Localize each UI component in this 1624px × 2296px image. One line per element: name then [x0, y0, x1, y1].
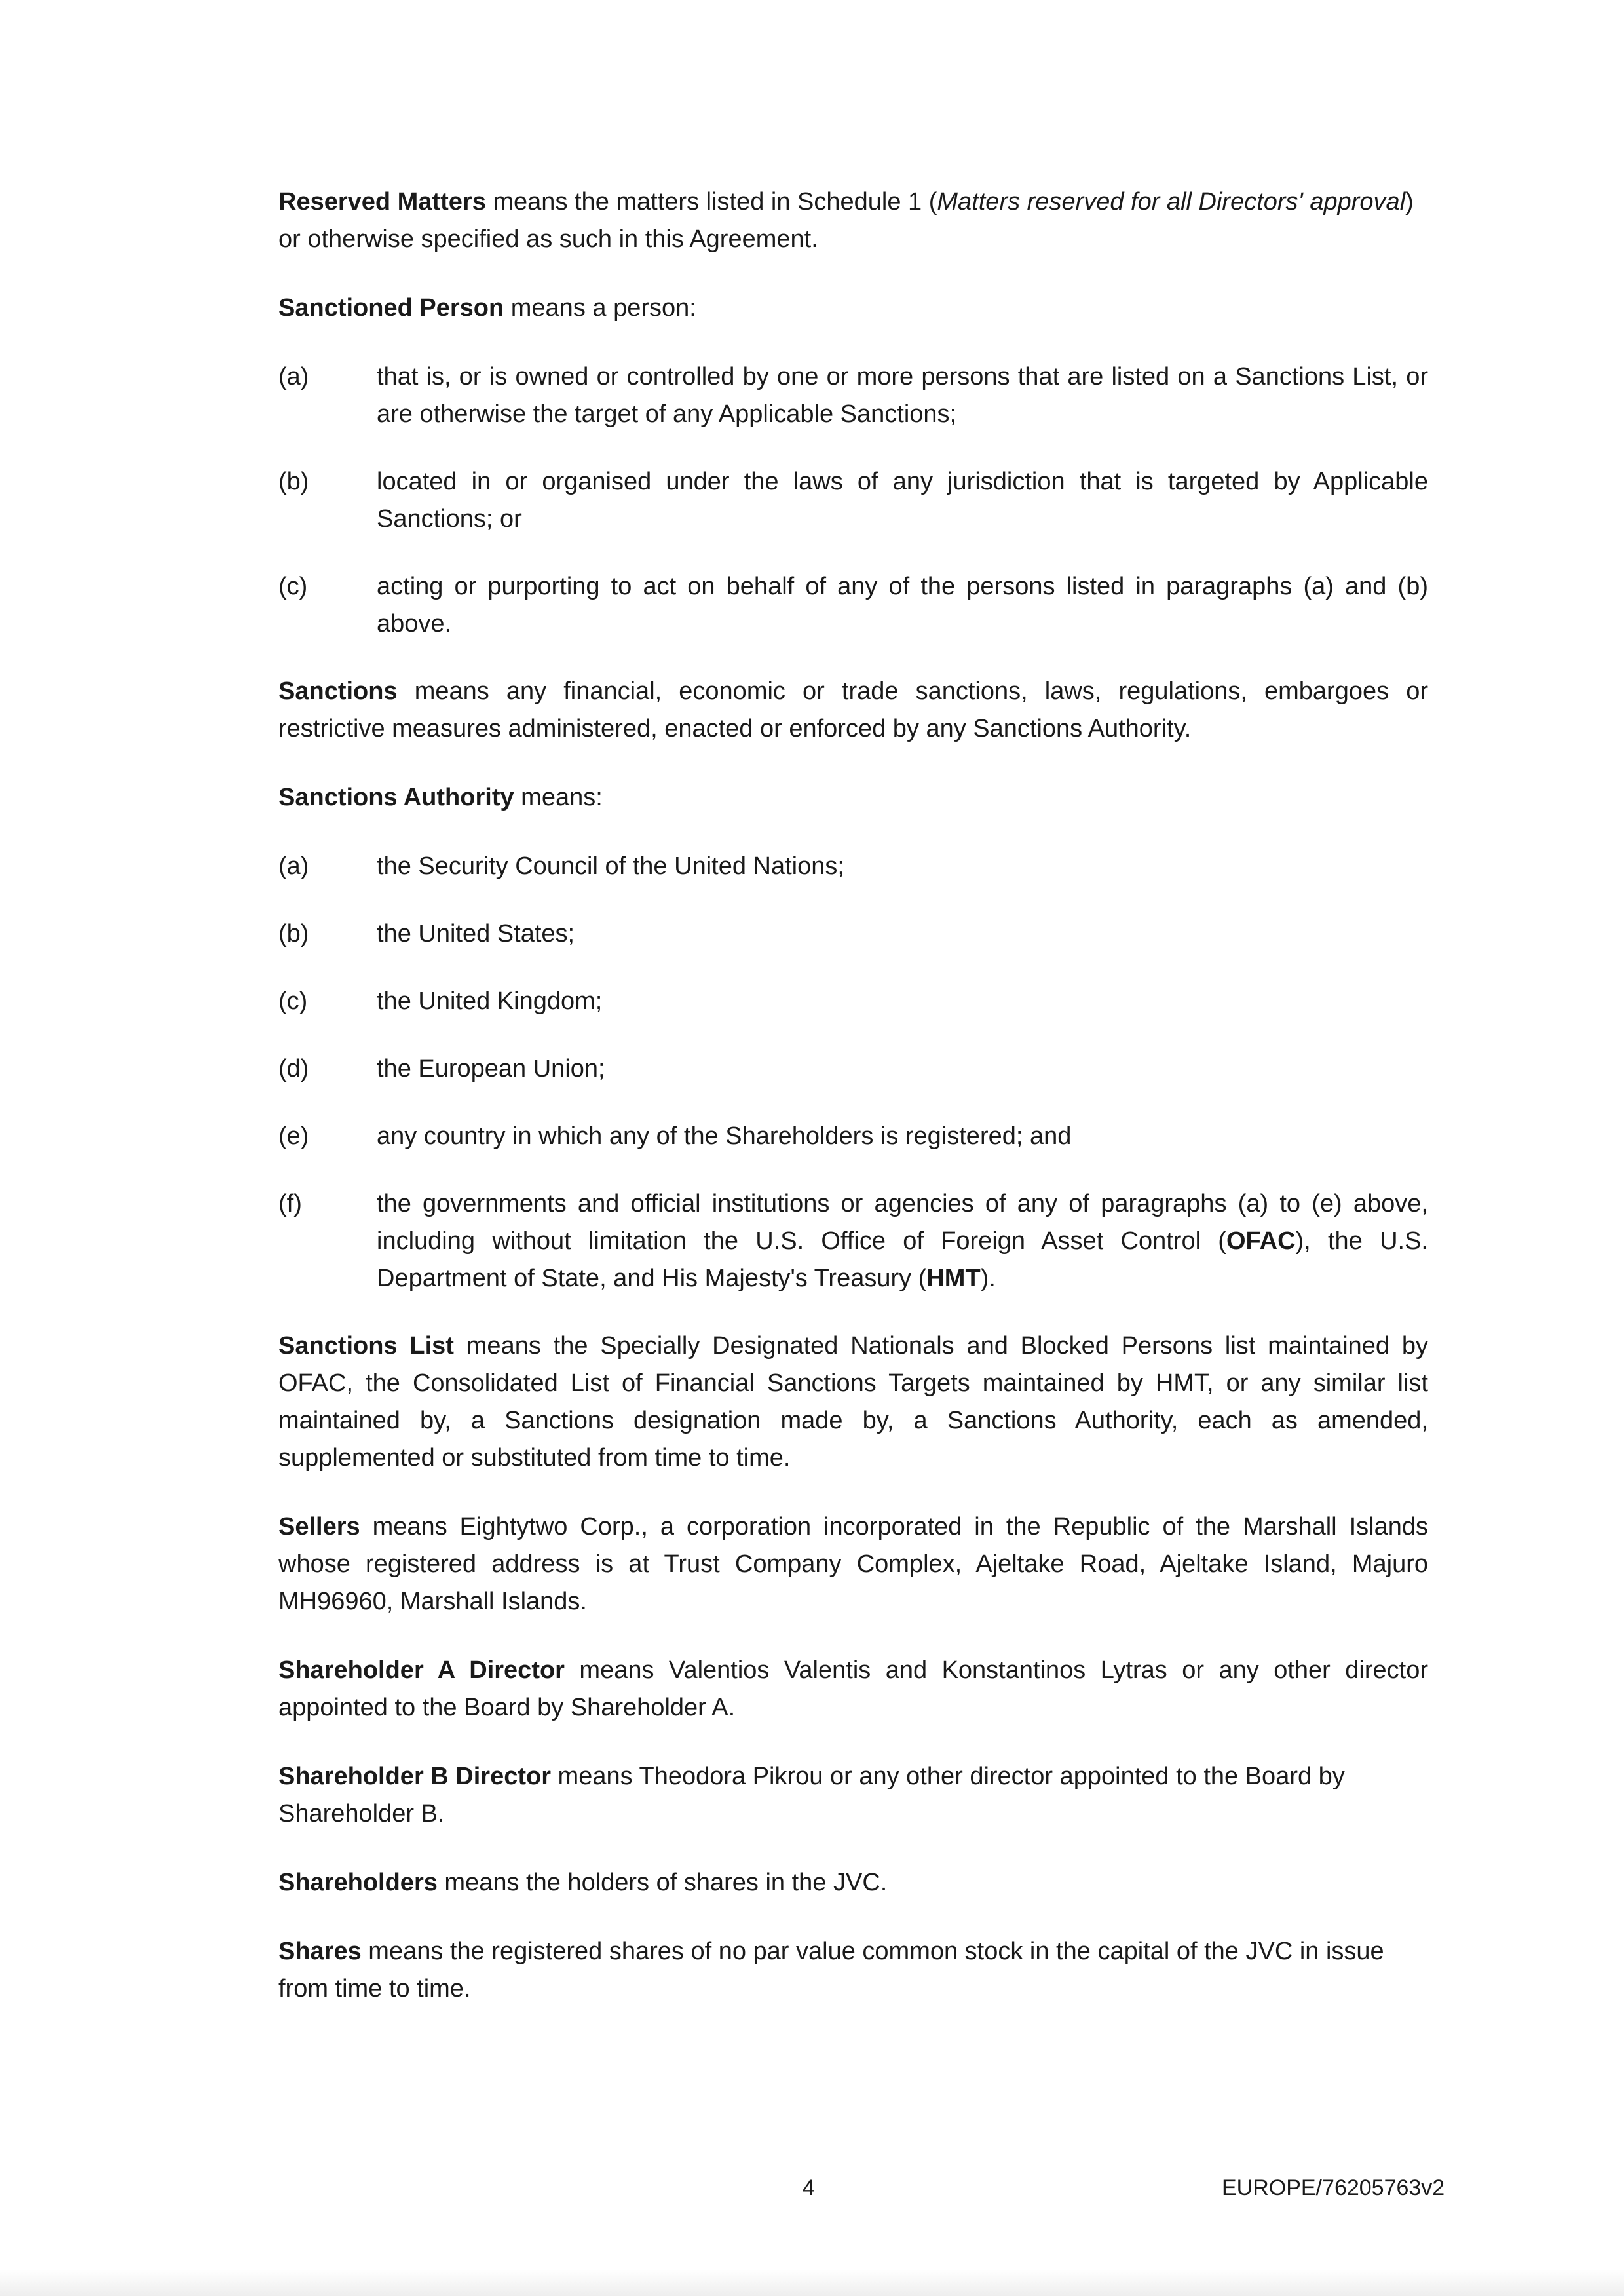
- item-text-part: ).: [980, 1265, 996, 1292]
- item-number: (b): [278, 468, 309, 495]
- list-item: [278, 358, 1428, 433]
- list-item: [278, 915, 1428, 953]
- definition-text: means Eightytwo Corp., a corporation incorporated in the Republic of the Marshall Islands whose registered address is at Trust Company Complex, Ajeltake Road, Ajeltake Island, Majuro MH96960, Marshall Islands.: [278, 1513, 1428, 1615]
- item-text: located in or organised under the laws of any jurisdiction that is targeted by Applicable Sanctions; or: [377, 468, 1428, 533]
- definition-shares: [278, 1933, 1428, 2008]
- item-text: any country in which any of the Shareholders is registered; and: [377, 1122, 1072, 1150]
- definition-text: means the registered shares of no par value common stock in the capital of the JVC in issue from time to time.: [278, 1938, 1384, 2002]
- item-text: acting or purporting to act on behalf of any of the persons listed in paragraphs (a) and (b) above.: [377, 573, 1428, 638]
- term: Sanctioned Person: [278, 294, 504, 322]
- definition-sellers: [278, 1508, 1428, 1620]
- definition-text: means the holders of shares in the JVC.: [437, 1869, 888, 1896]
- item-text: the United Kingdom;: [377, 987, 603, 1015]
- item-number: (c): [278, 573, 308, 600]
- term: Shareholder B Director: [278, 1763, 551, 1790]
- list-item: [278, 463, 1428, 538]
- document-reference: EUROPE/76205763v2: [1222, 2175, 1445, 2200]
- term: Shareholders: [278, 1869, 438, 1896]
- term: Sanctions: [278, 678, 398, 705]
- definition-text: means a person:: [504, 294, 696, 322]
- definition-text: means the matters listed in Schedule 1 (: [485, 188, 937, 216]
- item-text: the United States;: [377, 920, 575, 947]
- item-text-part: the governments and official institutions or agencies of any of paragraphs (a) to (e) above, including without limitation the U.S. Office of Foreign Asset Control (: [377, 1190, 1428, 1255]
- term: Sanctions Authority: [278, 784, 514, 811]
- item-number: (f): [278, 1190, 302, 1217]
- item-text: [377, 1185, 1428, 1297]
- list-item: [278, 1185, 1428, 1297]
- item-number: (a): [278, 363, 309, 391]
- item-text: that is, or is owned or controlled by one or more persons that are listed on a Sanctions List, or are otherwise the target of any Applicable Sanctions;: [377, 363, 1428, 428]
- definition-shareholder-a-director: [278, 1652, 1428, 1727]
- page-number: 4: [803, 2175, 815, 2200]
- sanctions-authority-list: [278, 848, 1428, 1297]
- item-number: (d): [278, 1055, 309, 1082]
- definition-sanctions-authority: [278, 779, 1428, 816]
- ofac-abbreviation: OFAC: [1226, 1227, 1296, 1255]
- definition-sanctions: [278, 673, 1428, 748]
- definition-sanctioned-person: [278, 290, 1428, 327]
- item-number: (e): [278, 1122, 309, 1150]
- definition-text: ) or otherwise specified as such in this Agreement.: [278, 188, 1414, 253]
- item-text: the Security Council of the United Nations;: [377, 852, 844, 880]
- item-number: (a): [278, 852, 309, 880]
- definitions-body: [278, 183, 1428, 2039]
- scan-edge: [0, 2270, 1624, 2296]
- term: Shares: [278, 1938, 362, 1965]
- term: Sellers: [278, 1513, 360, 1540]
- definition-sanctions-list: [278, 1328, 1428, 1477]
- definition-text: means the Specially Designated Nationals and Blocked Persons list maintained by OFAC, the Consolidated List of Financial Sanctions Targets maintained by HMT, or any similar list maintained by, a Sanctions designation made by, a Sanctions Authority, each as amended, supplemented or substituted from time to time.: [278, 1332, 1428, 1472]
- list-item: [278, 848, 1428, 885]
- term: Reserved Matters: [278, 188, 486, 216]
- definition-reserved-matters: [278, 183, 1428, 258]
- sanctioned-person-list: [278, 358, 1428, 643]
- term: Shareholder A Director: [278, 1656, 565, 1684]
- list-item: [278, 983, 1428, 1020]
- item-number: (c): [278, 987, 308, 1015]
- definition-shareholder-b-director: [278, 1758, 1428, 1833]
- item-text-part: ), the U.S. Department of State, and His Majesty's Treasury (: [377, 1227, 1428, 1292]
- item-number: (b): [278, 920, 309, 947]
- definition-text: means Valentios Valentis and Konstantinos Lytras or any other director appointed to the Board by Shareholder A.: [278, 1656, 1428, 1721]
- term: Sanctions List: [278, 1332, 454, 1360]
- definition-text: means any financial, economic or trade sanctions, laws, regulations, embargoes or restrictive measures administered, enacted or enforced by any Sanctions Authority.: [278, 678, 1428, 742]
- list-item: [278, 1050, 1428, 1088]
- list-item: [278, 568, 1428, 643]
- item-text: the European Union;: [377, 1055, 605, 1082]
- definition-text: means Theodora Pikrou or any other director appointed to the Board by Shareholder B.: [278, 1763, 1345, 1827]
- definition-shareholders: [278, 1864, 1428, 1902]
- definition-text: means:: [514, 784, 603, 811]
- hmt-abbreviation: HMT: [926, 1265, 981, 1292]
- definition-italic-text: Matters reserved for all Directors' approval: [937, 188, 1406, 216]
- list-item: [278, 1118, 1428, 1155]
